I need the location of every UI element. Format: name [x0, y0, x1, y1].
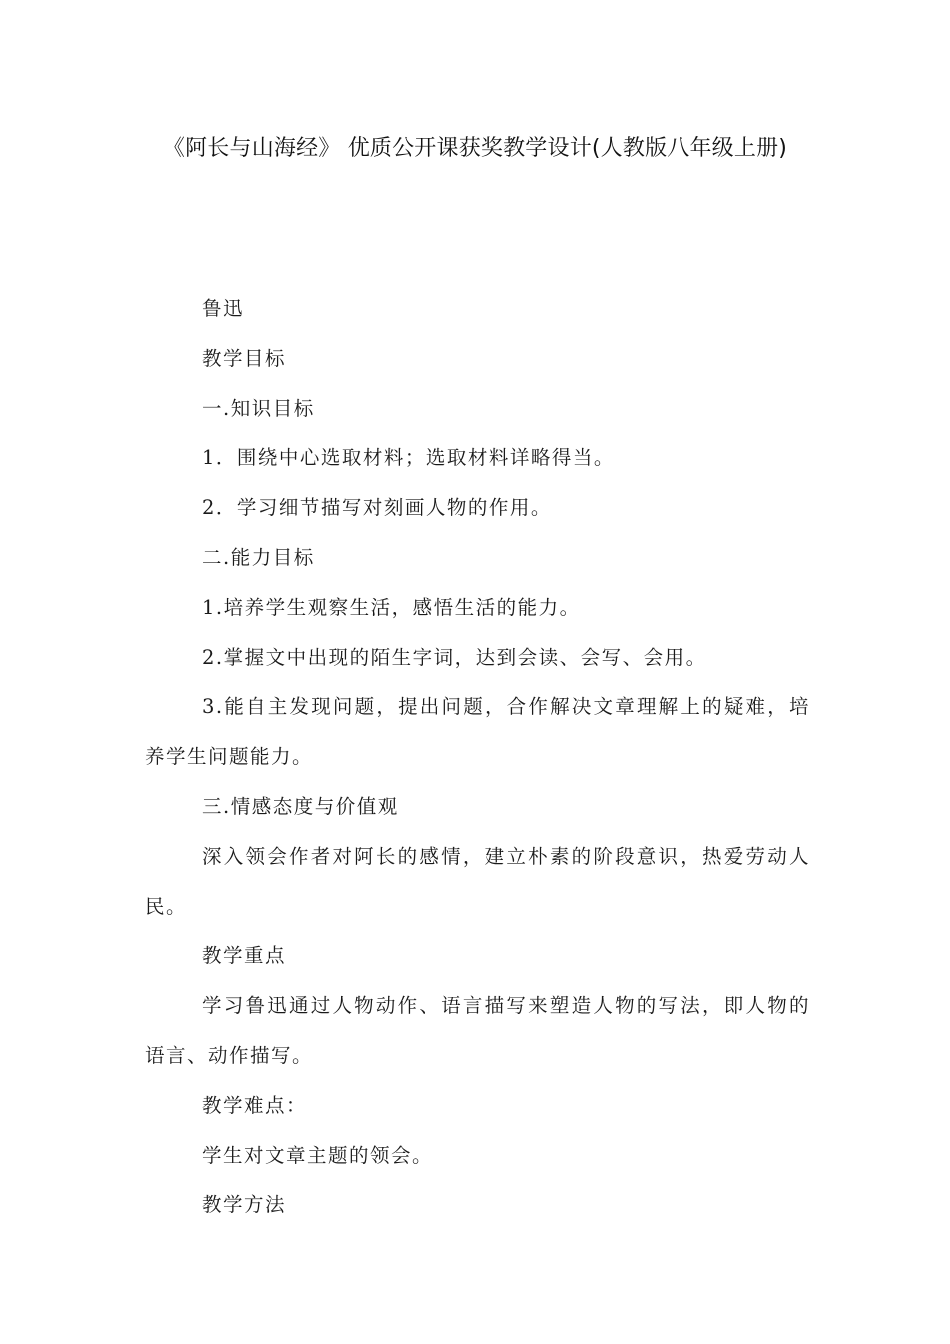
- ability-goal-item: 3.能自主发现问题，提出问题，合作解决文章理解上的疑难，培养学生问题能力。: [145, 695, 810, 769]
- key-points-text: 学习鲁迅通过人物动作、语言描写来塑造人物的写法，即人物的语言、动作描写。: [145, 994, 810, 1067]
- document-body: [145, 284, 810, 1230]
- ability-goal-item: 2.掌握文中出现的陌生字词，达到会读、会写、会用。: [202, 645, 707, 669]
- knowledge-goal-item: 1．围绕中心选取材料；选取材料详略得当。: [202, 446, 615, 470]
- section-heading-teaching-goals: 教学目标: [202, 346, 287, 370]
- author-line: 鲁迅: [202, 297, 245, 320]
- subheading-emotion-values: 三.情感态度与价值观: [202, 794, 399, 818]
- section-heading-difficulties: 教学难点：: [202, 1093, 308, 1117]
- section-heading-teaching-methods: 教学方法: [202, 1193, 287, 1217]
- ability-goal-item: 1.培养学生观察生活，感悟生活的能力。: [202, 595, 581, 619]
- knowledge-goal-item: 2．学习细节描写对刻画人物的作用。: [202, 496, 552, 520]
- subheading-ability-goals: 二.能力目标: [202, 545, 315, 569]
- section-heading-key-points: 教学重点: [202, 944, 287, 968]
- emotion-values-text: 深入领会作者对阿长的感情，建立朴素的阶段意识，热爱劳动人民。: [145, 844, 810, 918]
- document-title: 《阿长与山海经》 优质公开课获奖教学设计(人教版八年级上册): [162, 136, 788, 161]
- difficulties-text: 学生对文章主题的领会。: [202, 1143, 434, 1167]
- subheading-knowledge-goals: 一.知识目标: [202, 396, 315, 420]
